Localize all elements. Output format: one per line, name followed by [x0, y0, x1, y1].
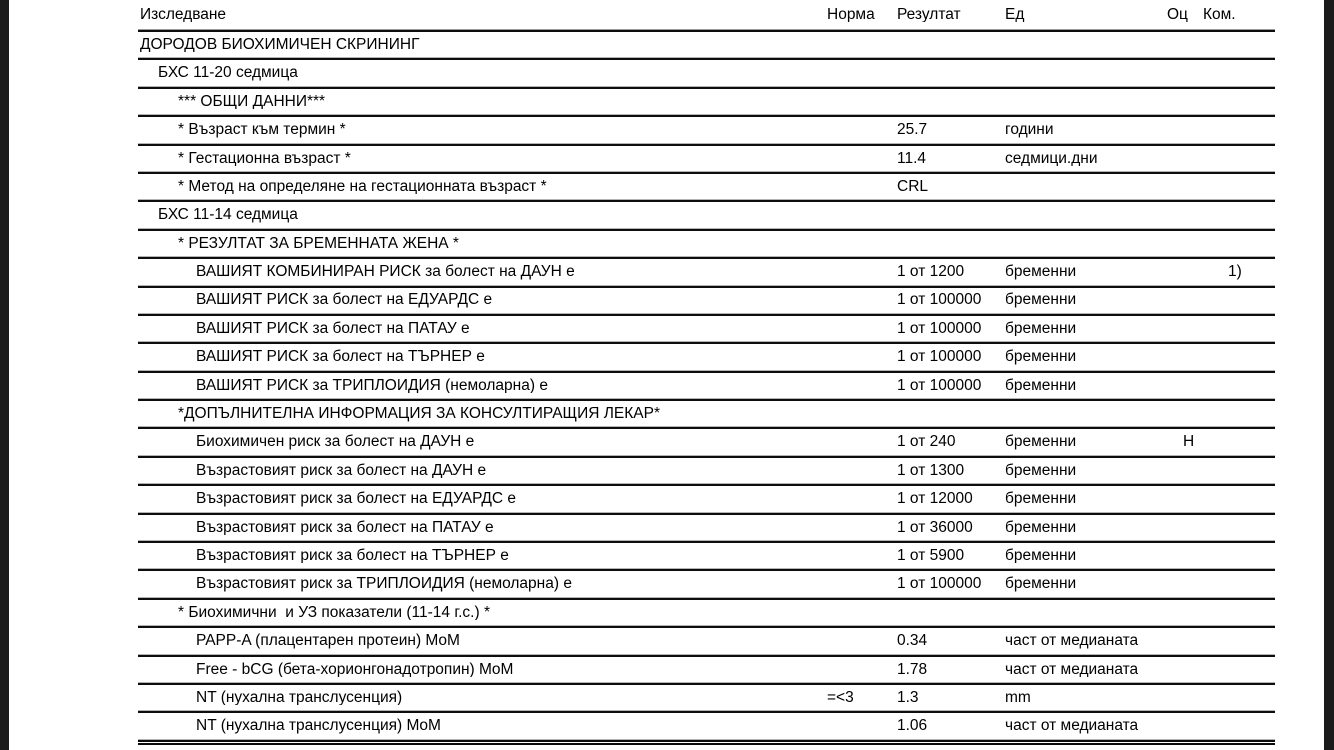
table-body — [138, 30, 1275, 740]
row-unit-value: бременни — [1005, 264, 1077, 280]
row-test-name: БХС 11-20 седмица — [158, 65, 298, 81]
row-test-name: Free - bCG (бета-хорионгонадотропин) MoM — [196, 661, 514, 678]
table-row — [138, 683, 1275, 711]
row-test-name: ВАШИЯТ РИСК за болест на ЕДУАРДС е — [196, 292, 493, 308]
table-row — [138, 484, 1275, 512]
row-unit-value: част от медианата — [1005, 718, 1139, 734]
column-header-unit: Ед — [1005, 6, 1025, 23]
table-row — [138, 172, 1275, 200]
table-row — [138, 711, 1275, 739]
row-unit-value: бременни — [1005, 349, 1077, 365]
row-result-value: 1 от 100000 — [897, 320, 982, 337]
row-test-name: Възрастовият риск за болест на ЕДУАРДС е — [196, 491, 517, 507]
table-row — [138, 257, 1275, 285]
row-unit-value: бременни — [1005, 547, 1077, 564]
table-row — [138, 30, 1275, 58]
row-grade-value: Н — [1183, 434, 1195, 450]
table-row — [138, 115, 1275, 143]
table-row — [138, 626, 1275, 654]
table-row — [138, 598, 1275, 626]
row-test-name: * Възраст към термин * — [178, 122, 346, 138]
row-test-name: ВАШИЯТ КОМБИНИРАН РИСК за болест на ДАУН е — [196, 264, 575, 280]
row-test-name: Възрастовият риск за болест на ПАТАУ е — [196, 519, 494, 536]
column-header-norm: Норма — [827, 6, 875, 23]
row-unit-value: част от медианата — [1005, 633, 1139, 649]
row-result-value: 25.7 — [897, 122, 928, 138]
row-result-value: 1.06 — [897, 718, 928, 734]
row-result-value: 1.78 — [897, 661, 928, 678]
row-unit-value: бременни — [1005, 462, 1077, 479]
table-row — [138, 200, 1275, 228]
row-comment-value: 1) — [1228, 264, 1242, 280]
right-edge-bar — [1324, 0, 1334, 750]
row-result-value: 1 от 1300 — [897, 462, 965, 479]
row-result-value: 1.3 — [897, 689, 919, 706]
column-header-comment: Ком. — [1203, 6, 1236, 23]
table-row — [138, 87, 1275, 115]
row-unit-value: част от медианата — [1005, 661, 1139, 678]
row-norm-value: =<3 — [827, 689, 854, 706]
row-result-value: 11.4 — [897, 150, 927, 166]
table-row — [138, 541, 1275, 569]
row-result-value: 1 от 100000 — [897, 377, 982, 394]
column-header-test: Изследване — [140, 6, 227, 23]
row-result-value: 1 от 240 — [897, 434, 956, 450]
table-row — [138, 569, 1275, 597]
table-row — [138, 513, 1275, 541]
row-test-name: NT (нухална транслусенция) — [196, 689, 403, 706]
row-result-value: 1 от 36000 — [897, 519, 973, 536]
row-result-value: 0.34 — [897, 633, 928, 649]
row-result-value: 1 от 100000 — [897, 576, 982, 592]
row-unit-value: бременни — [1005, 320, 1077, 337]
row-test-name: PAPP-A (плацентарен протеин) MoM — [196, 633, 460, 649]
table-row — [138, 58, 1275, 86]
table-row — [138, 427, 1275, 455]
row-test-name: ВАШИЯТ РИСК за ТРИПЛОИДИЯ (немоларна) е — [196, 377, 548, 394]
table-row — [138, 144, 1275, 172]
row-test-name: БХС 11-14 седмица — [158, 207, 298, 223]
row-result-value: CRL — [897, 178, 929, 195]
table-row — [138, 286, 1275, 314]
row-unit-value: бременни — [1005, 377, 1077, 394]
row-test-name: NT (нухална транслусенция) MoM — [196, 718, 441, 734]
row-unit-value: години — [1005, 122, 1054, 138]
table-header-row — [138, 0, 1275, 30]
column-header-result: Резултат — [897, 6, 961, 23]
table-row — [138, 229, 1275, 257]
table-row — [138, 456, 1275, 484]
row-test-name: Биохимичен риск за болест на ДАУН е — [196, 434, 475, 450]
table-row — [138, 371, 1275, 399]
row-result-value: 1 от 100000 — [897, 349, 982, 365]
table-row — [138, 655, 1275, 683]
row-test-name: * РЕЗУЛТАТ ЗА БРЕМЕННАТА ЖЕНА * — [178, 235, 459, 252]
report-table — [138, 0, 1275, 745]
row-unit-value: бременни — [1005, 519, 1077, 536]
table-row — [138, 342, 1275, 370]
row-test-name: Възрастовият риск за болест на ДАУН е — [196, 462, 487, 479]
row-result-value: 1 от 5900 — [897, 547, 965, 564]
row-test-name: * Метод на определяне на гестационната възраст * — [178, 178, 547, 195]
row-unit-value: бременни — [1005, 434, 1077, 450]
row-unit-value: mm — [1005, 689, 1031, 706]
row-test-name: Възрастовият риск за болест на ТЪРНЕР е — [196, 547, 509, 564]
row-test-name: *** ОБЩИ ДАННИ*** — [178, 93, 326, 110]
column-header-grade: Оц — [1167, 6, 1188, 23]
row-test-name: ДОРОДОВ БИОХИМИЧЕН СКРИНИНГ — [140, 36, 420, 53]
row-test-name: ВАШИЯТ РИСК за болест на ТЪРНЕР е — [196, 349, 485, 365]
row-test-name: ВАШИЯТ РИСК за болест на ПАТАУ е — [196, 320, 470, 337]
row-result-value: 1 от 100000 — [897, 292, 982, 308]
row-test-name: * Гестационна възраст * — [178, 150, 351, 166]
row-result-value: 1 от 1200 — [897, 264, 965, 280]
left-edge-bar — [0, 0, 9, 750]
table-row — [138, 314, 1275, 342]
row-result-value: 1 от 12000 — [897, 491, 973, 507]
row-unit-value: бременни — [1005, 576, 1077, 592]
row-unit-value: бременни — [1005, 292, 1077, 308]
row-unit-value: седмици.дни — [1005, 150, 1098, 166]
row-unit-value: бременни — [1005, 491, 1077, 507]
table-row — [138, 399, 1275, 427]
row-test-name: Възрастовият риск за ТРИПЛОИДИЯ (немоларна) е — [196, 576, 572, 592]
row-test-name: *ДОПЪЛНИТЕЛНА ИНФОРМАЦИЯ ЗА КОНСУЛТИРАЩИЯ ЛЕКАР* — [178, 406, 660, 422]
row-test-name: * Биохимични и УЗ показатели (11-14 г.с.) * — [178, 604, 490, 621]
